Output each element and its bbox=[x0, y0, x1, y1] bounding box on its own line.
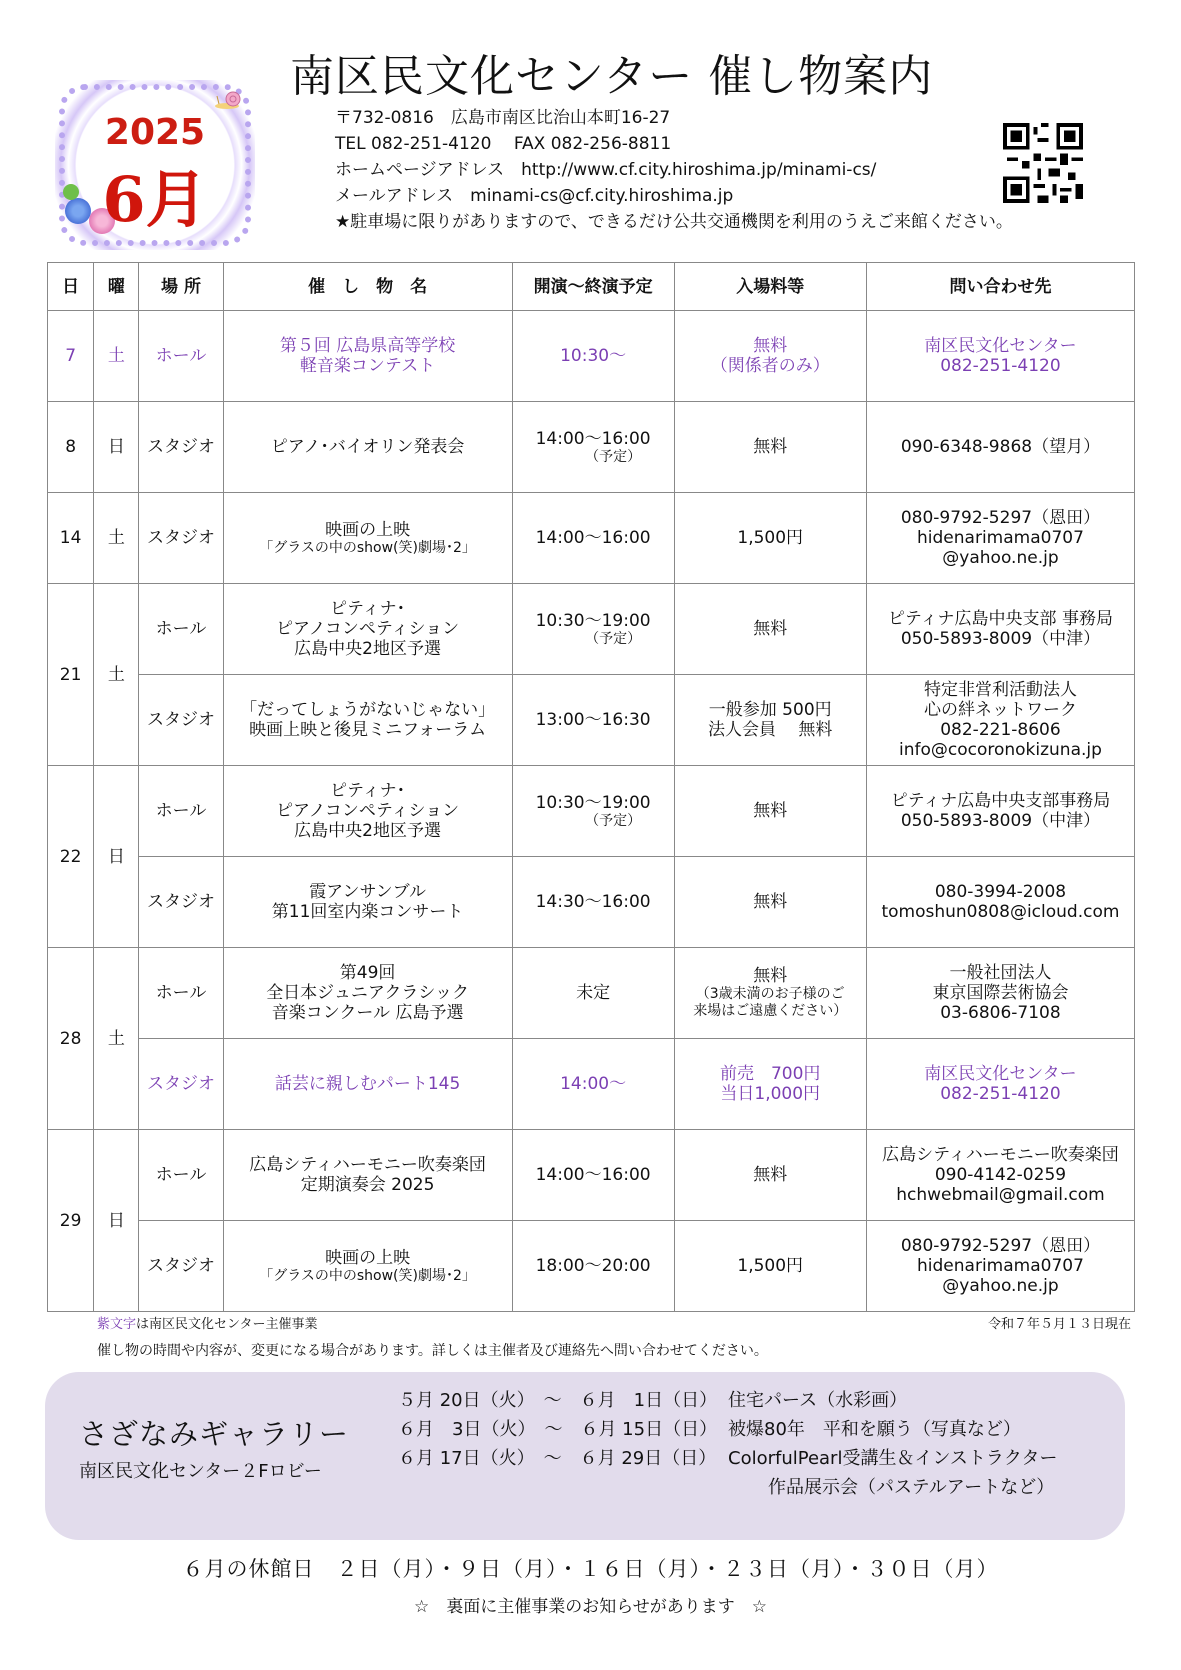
time-line: 未定 bbox=[576, 983, 611, 1003]
fee-line: 無料 bbox=[753, 336, 788, 356]
event-line: 広島中央2地区予選 bbox=[294, 639, 441, 659]
gallery-panel bbox=[45, 1372, 1125, 1540]
contact-info bbox=[335, 105, 1013, 235]
fee-cell bbox=[674, 311, 866, 402]
fee-cell bbox=[674, 857, 866, 948]
contact-line: ピティナ広島中央支部事務局 bbox=[890, 791, 1111, 811]
purple-legend-word: 紫文字 bbox=[97, 1317, 137, 1332]
gallery-item bbox=[398, 1444, 1058, 1473]
time-cell bbox=[512, 675, 674, 766]
contact-line: tomoshun0808@icloud.com bbox=[881, 902, 1120, 922]
event-cell bbox=[223, 584, 512, 675]
fee-line: 無料 bbox=[753, 437, 788, 457]
fee-line: 無料 bbox=[753, 966, 788, 986]
event-line: ピアノコンペティション bbox=[276, 801, 460, 821]
contact-line: 090-4142-0259 bbox=[934, 1165, 1067, 1185]
gallery-date: ５月 20日（火） ～ ６月 1日（日） bbox=[398, 1390, 718, 1411]
fee-line: （関係者のみ） bbox=[710, 356, 830, 376]
header-day: 日 bbox=[48, 263, 94, 311]
event-line: 広島中央2地区予選 bbox=[294, 821, 441, 841]
contact-cell bbox=[866, 584, 1134, 675]
time-cell bbox=[512, 857, 674, 948]
time-line: 14:00～16:00 bbox=[535, 528, 651, 548]
gallery-date: ６月 17日（火） ～ ６月 29日（日） bbox=[398, 1448, 717, 1469]
gallery-exhibit: 作品展示会（パステルアートなど） bbox=[768, 1477, 1055, 1498]
weekday-cell: 日 bbox=[94, 766, 139, 948]
time-cell bbox=[512, 402, 674, 493]
gallery-item bbox=[398, 1473, 1058, 1502]
contact-line: hidenarimama0707 bbox=[917, 528, 1084, 548]
fee-cell bbox=[674, 1130, 866, 1221]
fee-cell bbox=[674, 1221, 866, 1312]
contact-line: hidenarimama0707 bbox=[917, 1256, 1084, 1276]
fee-cell bbox=[674, 1039, 866, 1130]
place-cell: ホール bbox=[139, 584, 223, 675]
time-cell bbox=[512, 1039, 674, 1130]
event-line: 軽音楽コンテスト bbox=[299, 356, 436, 376]
homepage[interactable]: ホームページアドレス http://www.cf.city.hiroshima.jp/minami-cs/ bbox=[335, 160, 877, 180]
fee-line: （3歳未満のお子様のご bbox=[695, 986, 845, 1002]
event-cell bbox=[223, 402, 512, 493]
event-cell bbox=[223, 493, 512, 584]
header-place: 場 所 bbox=[139, 263, 223, 311]
contact-cell bbox=[866, 311, 1134, 402]
gallery-exhibit: 被爆80年 平和を願う（写真など） bbox=[728, 1419, 1021, 1440]
day-cell: 7 bbox=[48, 311, 94, 402]
fee-line: 無料 bbox=[753, 892, 788, 912]
event-line: 映画の上映 bbox=[325, 519, 411, 540]
fee-cell bbox=[674, 766, 866, 857]
fee-line: 法人会員 無料 bbox=[708, 720, 833, 740]
event-line: 「だってしょうがないじゃない」 bbox=[240, 700, 496, 720]
fee-cell bbox=[674, 584, 866, 675]
contact-cell bbox=[866, 402, 1134, 493]
table-header-row bbox=[48, 263, 1135, 311]
parking-note: ★駐車場に限りがありますので、できるだけ公共交通機関を利用のうえご来館ください。 bbox=[335, 212, 1013, 232]
event-line: ピアノコンペティション bbox=[276, 619, 460, 639]
footer-note: ☆ 裏面に主催事業のお知らせがあります ☆ bbox=[414, 1597, 767, 1617]
time-line: 14:00～ bbox=[560, 1074, 627, 1094]
time-line: （予定） bbox=[585, 812, 642, 829]
change-notice: 催し物の時間や内容が、変更になる場合があります。詳しくは主催者及び連絡先へ問い合わせてください。 bbox=[97, 1343, 768, 1359]
weekday-cell: 土 bbox=[94, 948, 139, 1130]
event-line: 話芸に親しむパート145 bbox=[274, 1074, 461, 1094]
event-line: 霞アンサンブル bbox=[309, 882, 426, 902]
event-line: 「グラスの中のshow(笑)劇場･2」 bbox=[259, 539, 476, 556]
table-row bbox=[48, 584, 1135, 675]
event-line: 第11回室内楽コンサート bbox=[271, 902, 464, 922]
page-title: 南区民文化センター 催し物案内 bbox=[290, 51, 934, 102]
badge-year: 2025 bbox=[104, 112, 206, 153]
contact-line: 03-6806-7108 bbox=[940, 1003, 1061, 1023]
snail-icon bbox=[215, 88, 245, 110]
time-line: 14:00～16:00 bbox=[535, 428, 651, 449]
event-cell bbox=[223, 311, 512, 402]
event-line: 「グラスの中のshow(笑)劇場･2」 bbox=[259, 1267, 476, 1284]
event-line: 広島シティハーモニー吹奏楽団 bbox=[249, 1155, 486, 1175]
contact-line: 特定非営利活動法人 bbox=[923, 680, 1077, 700]
gallery-item bbox=[398, 1415, 1058, 1444]
events-table bbox=[47, 262, 1135, 1312]
header-weekday: 曜 bbox=[94, 263, 139, 311]
place-cell: ホール bbox=[139, 311, 223, 402]
purple-legend-note bbox=[97, 1313, 318, 1332]
table-row bbox=[48, 1221, 1135, 1312]
time-cell bbox=[512, 584, 674, 675]
gallery-title: さざなみギャラリー bbox=[79, 1417, 350, 1451]
phone-fax: TEL 082-251-4120 FAX 082-256-8811 bbox=[335, 134, 672, 154]
fee-cell bbox=[674, 493, 866, 584]
weekday-cell: 日 bbox=[94, 1130, 139, 1312]
fee-cell bbox=[674, 675, 866, 766]
table-row bbox=[48, 857, 1135, 948]
table-row bbox=[48, 402, 1135, 493]
contact-line: 南区民文化センター bbox=[924, 336, 1077, 356]
place-cell: スタジオ bbox=[139, 402, 223, 493]
purple-legend-text: は南区民文化センター主催事業 bbox=[136, 1317, 318, 1332]
time-line: （予定） bbox=[585, 448, 642, 465]
event-line: 第５回 広島県高等学校 bbox=[279, 336, 456, 356]
contact-line: 080-3994-2008 bbox=[934, 882, 1067, 902]
contact-cell bbox=[866, 1039, 1134, 1130]
contact-line: 050-5893-8009（中津） bbox=[900, 811, 1101, 831]
contact-cell bbox=[866, 766, 1134, 857]
contact-line: 心の絆ネットワーク bbox=[923, 700, 1077, 720]
weekday-cell: 日 bbox=[94, 402, 139, 493]
time-line: 10:30～19:00 bbox=[535, 610, 651, 631]
contact-cell bbox=[866, 1130, 1134, 1221]
fee-cell bbox=[674, 402, 866, 493]
gallery-item bbox=[398, 1386, 1058, 1415]
contact-line: 080-9792-5297（恩田） bbox=[900, 1236, 1101, 1256]
event-cell bbox=[223, 1039, 512, 1130]
header-contact: 問い合わせ先 bbox=[866, 263, 1134, 311]
event-cell bbox=[223, 948, 512, 1039]
time-cell bbox=[512, 1130, 674, 1221]
gallery-subtitle: 南区民文化センター２Fロビー bbox=[79, 1461, 322, 1482]
contact-line: 080-9792-5297（恩田） bbox=[900, 508, 1101, 528]
fee-line: 一般参加 500円 bbox=[708, 700, 832, 720]
day-cell: 8 bbox=[48, 402, 94, 493]
time-cell bbox=[512, 1221, 674, 1312]
fee-line: 無料 bbox=[753, 801, 788, 821]
event-line: ピアノ･バイオリン発表会 bbox=[270, 437, 465, 457]
event-line: ピティナ･ bbox=[330, 599, 406, 619]
table-row bbox=[48, 1039, 1135, 1130]
place-cell: ホール bbox=[139, 1130, 223, 1221]
event-line: 音楽コンクール 広島予選 bbox=[271, 1003, 464, 1023]
weekday-cell: 土 bbox=[94, 311, 139, 402]
event-cell bbox=[223, 766, 512, 857]
contact-line: 東京国際芸術協会 bbox=[932, 983, 1069, 1003]
contact-cell bbox=[866, 1221, 1134, 1312]
contact-line: @yahoo.ne.jp bbox=[942, 548, 1059, 568]
table-row bbox=[48, 493, 1135, 584]
event-cell bbox=[223, 1130, 512, 1221]
event-cell bbox=[223, 675, 512, 766]
contact-line: 082-251-4120 bbox=[940, 1084, 1061, 1104]
gallery-schedule bbox=[398, 1386, 1058, 1502]
place-cell: スタジオ bbox=[139, 1039, 223, 1130]
time-cell bbox=[512, 311, 674, 402]
day-cell: 21 bbox=[48, 584, 94, 766]
weekday-cell: 土 bbox=[94, 584, 139, 766]
time-cell bbox=[512, 948, 674, 1039]
contact-line: 広島シティハーモニー吹奏楽団 bbox=[882, 1145, 1119, 1165]
fee-line: 当日1,000円 bbox=[720, 1084, 821, 1104]
contact-cell bbox=[866, 675, 1134, 766]
fee-line: 1,500円 bbox=[737, 528, 804, 548]
time-line: （予定） bbox=[585, 630, 642, 647]
time-line: 10:30～19:00 bbox=[535, 792, 651, 813]
header-time: 開演～終演予定 bbox=[512, 263, 674, 311]
contact-line: 050-5893-8009（中津） bbox=[900, 629, 1101, 649]
fee-cell bbox=[674, 948, 866, 1039]
time-cell bbox=[512, 493, 674, 584]
time-line: 13:00～16:30 bbox=[535, 710, 651, 730]
header-fee: 入場料等 bbox=[674, 263, 866, 311]
place-cell: スタジオ bbox=[139, 857, 223, 948]
place-cell: スタジオ bbox=[139, 493, 223, 584]
day-cell: 29 bbox=[48, 1130, 94, 1312]
table-row bbox=[48, 1130, 1135, 1221]
contact-line: hchwebmail@gmail.com bbox=[896, 1185, 1105, 1205]
fee-line: 来場はご遠慮ください） bbox=[693, 1003, 848, 1019]
contact-line: 南区民文化センター bbox=[924, 1064, 1077, 1084]
event-line: 映画上映と後見ミニフォーラム bbox=[249, 720, 487, 740]
as-of-date: 令和７年５月１３日現在 bbox=[987, 1317, 1131, 1332]
place-cell: スタジオ bbox=[139, 675, 223, 766]
fee-line: 無料 bbox=[753, 619, 788, 639]
contact-line: @yahoo.ne.jp bbox=[942, 1276, 1059, 1296]
closed-days: ６月の休館日 ２日（月）・９日（月）・１６日（月）・２３日（月）・３０日（月） bbox=[182, 1557, 999, 1581]
event-line: 定期演奏会 2025 bbox=[300, 1175, 435, 1195]
time-line: 14:30～16:00 bbox=[535, 892, 651, 912]
contact-line: ピティナ広島中央支部 事務局 bbox=[887, 609, 1113, 629]
event-line: 映画の上映 bbox=[325, 1247, 411, 1268]
gallery-date: ６月 3日（火） ～ ６月 15日（日） bbox=[398, 1419, 718, 1440]
table-row bbox=[48, 311, 1135, 402]
address: 〒732-0816 広島市南区比治山本町16-27 bbox=[335, 108, 671, 128]
contact-line: 090-6348-9868（望月） bbox=[900, 437, 1101, 457]
time-line: 10:30～ bbox=[560, 346, 627, 366]
contact-line: 一般社団法人 bbox=[949, 963, 1052, 983]
contact-cell bbox=[866, 857, 1134, 948]
fee-line: 無料 bbox=[753, 1165, 788, 1185]
event-line: 第49回 bbox=[339, 963, 396, 983]
day-cell: 22 bbox=[48, 766, 94, 948]
gallery-exhibit: ColorfulPearl受講生＆インストラクター bbox=[728, 1448, 1058, 1469]
event-cell bbox=[223, 1221, 512, 1312]
event-line: 全日本ジュニアクラシック bbox=[266, 983, 469, 1003]
contact-cell bbox=[866, 948, 1134, 1039]
place-cell: ホール bbox=[139, 948, 223, 1039]
time-cell bbox=[512, 766, 674, 857]
table-row bbox=[48, 766, 1135, 857]
weekday-cell: 土 bbox=[94, 493, 139, 584]
place-cell: ホール bbox=[139, 766, 223, 857]
table-row bbox=[48, 948, 1135, 1039]
header-event: 催 し 物 名 bbox=[223, 263, 512, 311]
day-cell: 14 bbox=[48, 493, 94, 584]
event-cell bbox=[223, 857, 512, 948]
time-line: 14:00～16:00 bbox=[535, 1165, 651, 1185]
fee-line: 前売 700円 bbox=[719, 1064, 821, 1084]
time-line: 18:00～20:00 bbox=[535, 1256, 651, 1276]
contact-line: 082-221-8606 bbox=[940, 720, 1061, 740]
email[interactable]: メールアドレス minami-cs@cf.city.hiroshima.jp bbox=[335, 186, 734, 206]
qr-code-icon[interactable] bbox=[1003, 123, 1083, 203]
gallery-exhibit: 住宅パース（水彩画） bbox=[728, 1390, 908, 1411]
place-cell: スタジオ bbox=[139, 1221, 223, 1312]
event-line: ピティナ･ bbox=[330, 781, 406, 801]
month-badge bbox=[55, 80, 255, 250]
badge-month: 6月 bbox=[102, 163, 208, 236]
table-row bbox=[48, 675, 1135, 766]
contact-line: info@cocoronokizuna.jp bbox=[898, 740, 1102, 760]
day-cell: 28 bbox=[48, 948, 94, 1130]
contact-line: 082-251-4120 bbox=[940, 356, 1061, 376]
fee-line: 1,500円 bbox=[737, 1256, 804, 1276]
contact-cell bbox=[866, 493, 1134, 584]
